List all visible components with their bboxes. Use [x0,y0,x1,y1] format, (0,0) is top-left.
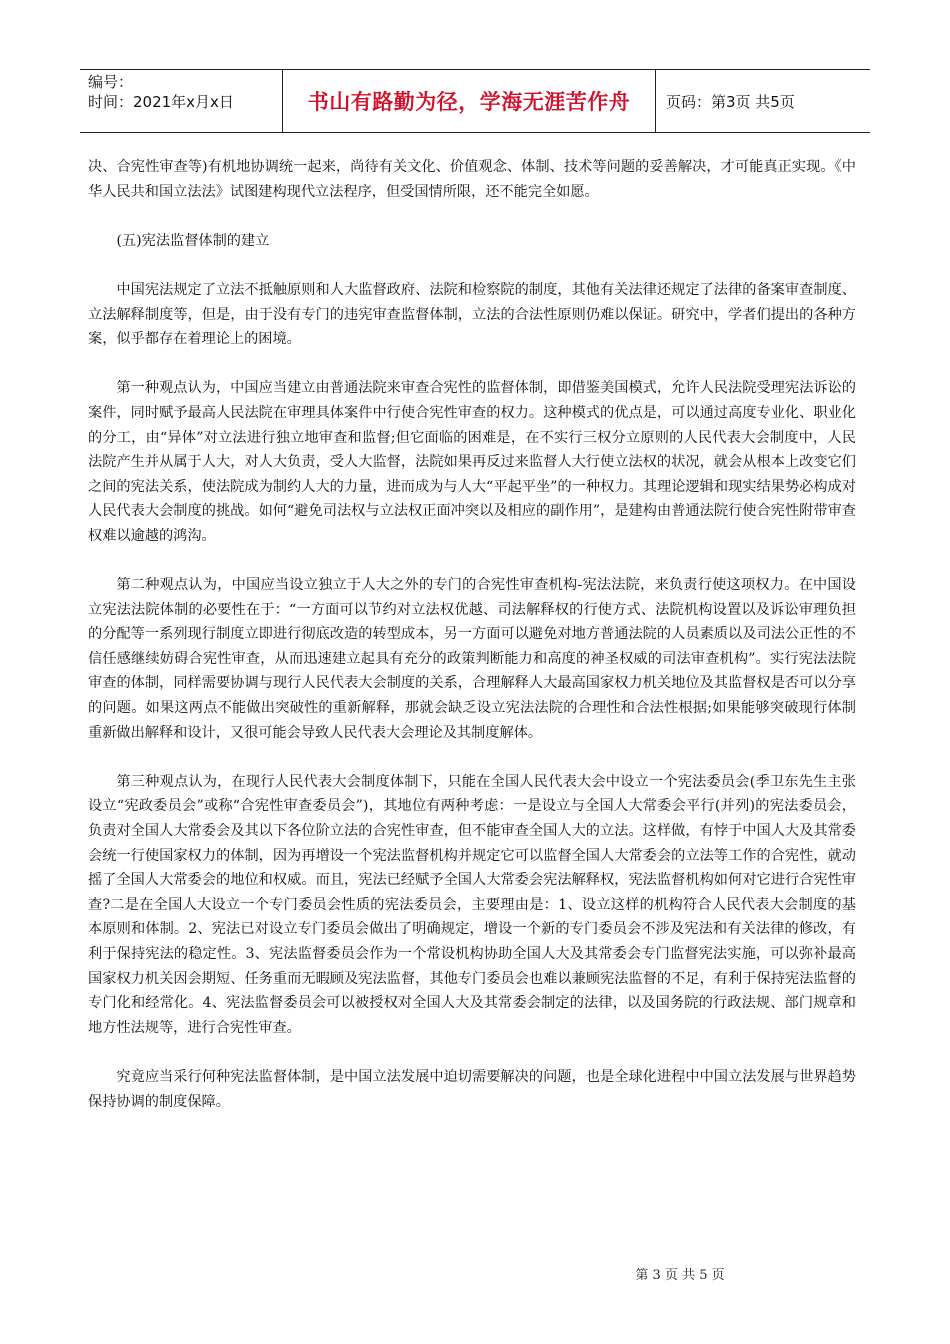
header-motto: 书山有路勤为径，学海无涯苦作舟 [283,70,656,132]
section-heading: (五)宪法监督体制的建立 [116,232,270,249]
document-body [88,155,856,1139]
paragraph-continued: 决、合宪性审查等)有机地协调统一起来，尚待有关文化、价值观念、体制、技术等问题的妥善解决，才可能真正实现。《中华人民共和国立法法》试图建构现代立法程序，但受国情所限，还不能完全如愿。 [88,159,856,200]
paragraph: 第三种观点认为，在现行人民代表大会制度体制下，只能在全国人民代表大会中设立一个宪法委员会(季卫东先生主张设立“宪政委员会”或称“合宪性审查委员会”)，其地位有两种考虑：一是设立与全国人大常委会平行(并列)的宪法委员会，负责对全国人大常委会及其以下各位阶立法的合宪性审查，但不能审查全国人大的立法。这样做，有悖于中国人大及其常委会统一行使国家权力的体制，因为再增设一个宪法监督机构并规定它可以监督全国人大常委会的立法等工作的合宪性，就动摇了全国人大常委会的地位和权威。而且，宪法已经赋予全国人大常委会宪法解释权，宪法监督机构如何对它进行合宪性审查?二是在全国人大设立一个专门委员会性质的宪法委员会，主要理由是：1、设立这样的机构符合人民代表大会制度的基本原则和体制。2、宪法已对设立专门委员会做出了明确规定，增设一个新的专门委员会不涉及宪法和有关法律的修改，有利于保持宪法的稳定性。3、宪法监督委员会作为一个常设机构协助全国人大及其常委会专门监督宪法实施，可以弥补最高国家权力机关因会期短、任务重而无暇顾及宪法监督，其他专门委员会也难以兼顾宪法监督的不足，有利于保持宪法监督的专门化和经常化。4、宪法监督委员会可以被授权对全国人大及其常委会制定的法律，以及国务院的行政法规、部门规章和地方性法规等，进行合宪性审查。 [88,773,856,1036]
document-date: 时间：2021年x月x日 [88,93,234,111]
paragraph: 究竟应当采行何种宪法监督体制，是中国立法发展中迫切需要解决的问题，也是全球化进程中中国立法发展与世界趋势保持协调的制度保障。 [88,1068,856,1110]
paragraph: 第二种观点认为，中国应当设立独立于人大之外的专门的合宪性审查机构-宪法法院，来负责行使这项权力。在中国设立宪法法院体制的必要性在于：“一方面可以节约对立法权优越、司法解释权的行使方式、法院机构设置以及诉讼审理负担的分配等一系列现行制度立即进行彻底改造的转型成本，另一方面可以避免对地方普通法院的人员素质以及司法公正性的不信任感继续妨碍合宪性审查，从而迅速建立起具有充分的政策判断能力和高度的神圣权威的司法审查机构”。实行宪法法院审查的体制，同样需要协调与现行人民代表大会制度的关系，合理解释人大最高国家权力机关地位及其监督权是否可以分享的问题。如果这两点不能做出突破性的重新解释，那就会缺乏设立宪法法院的合理性和合法性根据;如果能够突破现行体制重新做出解释和设计，又很可能会导致人民代表大会理论及其制度解体。 [88,577,856,741]
document-number-label: 编号： [88,73,134,91]
header-page-info: 页码：第3页 共5页 [666,92,795,111]
page-header [80,69,870,133]
header-meta [80,70,283,132]
page-footer: 第 3 页 共 5 页 [635,1268,725,1283]
paragraph: 中国宪法规定了立法不抵触原则和人大监督政府、法院和检察院的制度，其他有关法律还规定了法律的备案审查制度、立法解释制度等，但是，由于没有专门的违宪审查监督体制，立法的合法性原则仍难以保证。研究中，学者们提出的各种方案，似乎都存在着理论上的困境。 [88,281,856,348]
paragraph: 第一种观点认为，中国应当建立由普通法院来审查合宪性的监督体制，即借鉴美国模式，允许人民法院受理宪法诉讼的案件，同时赋予最高人民法院在审理具体案件中行使合宪性审查的权力。这种模式的优点是，可以通过高度专业化、职业化的分工，由“异体”对立法进行独立地审查和监督;但它面临的困难是，在不实行三权分立原则的人民代表大会制度中，人民法院产生并从属于人大，对人大负责，受人大监督，法院如果再反过来监督人大行使立法权的状况，就会从根本上改变它们之间的宪法关系，使法院成为制约人大的力量，进而成为与人大“平起平坐”的一种权力。其理论逻辑和现实结果势必构成对人民代表大会制度的挑战。如何“避免司法权与立法权正面冲突以及相应的副作用”，是建构由普通法院行使合宪性附带审查权难以逾越的鸿沟。 [88,380,856,544]
